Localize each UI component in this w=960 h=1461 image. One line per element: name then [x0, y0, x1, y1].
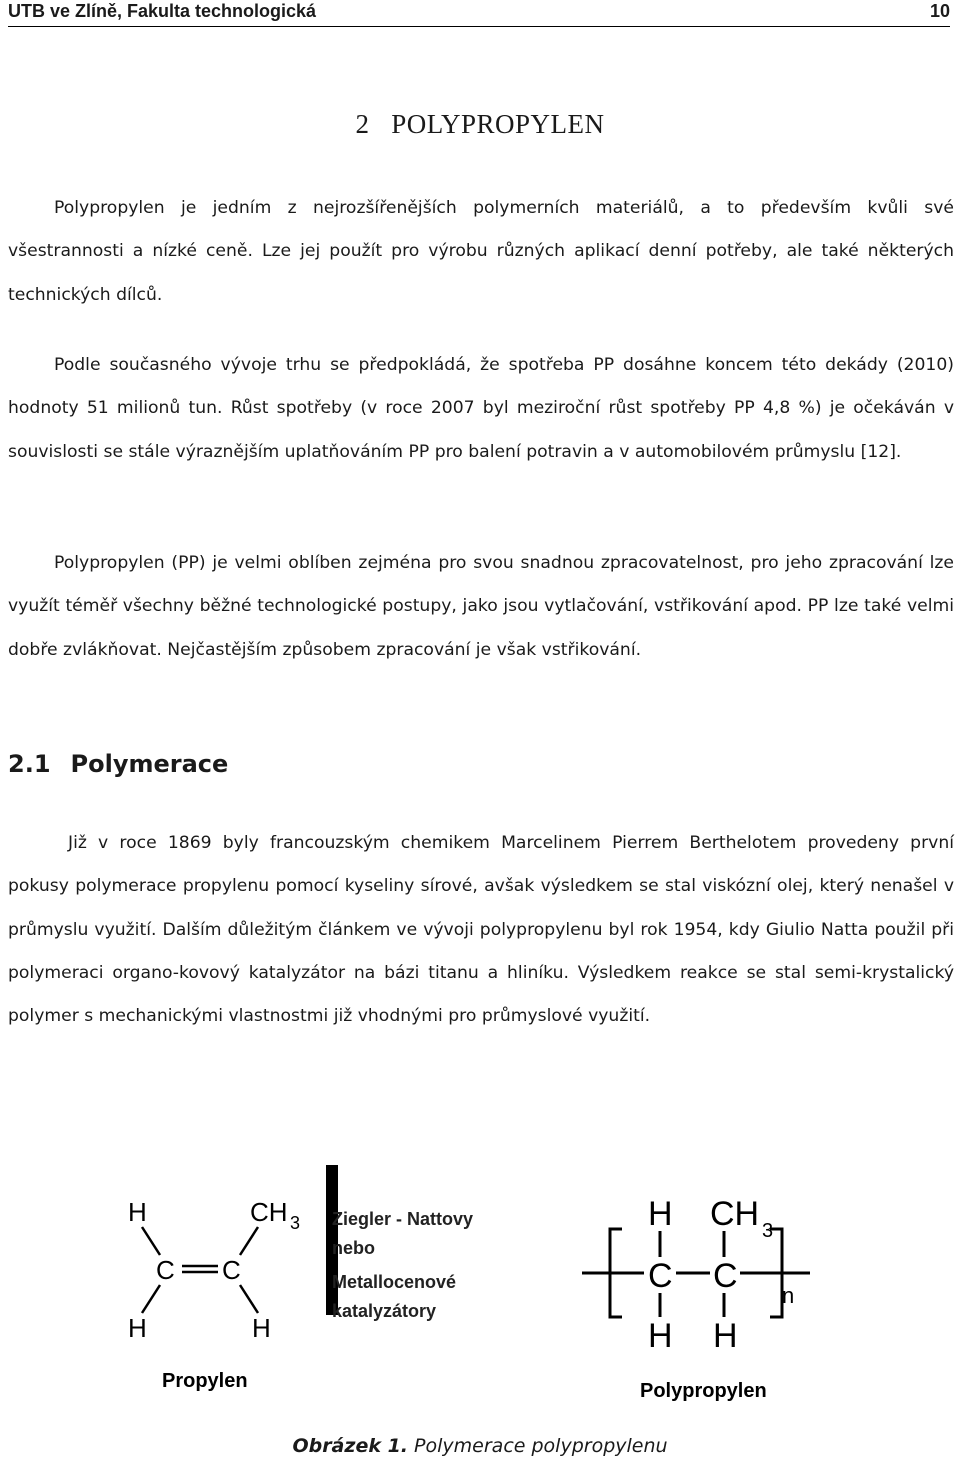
bond	[240, 1227, 258, 1255]
figure-caption	[0, 1435, 960, 1457]
section-title: Polymerace	[70, 750, 229, 778]
paragraph-1-text: Polypropylen je jedním z nejrozšířenějších polymerních materiálů, a to především kvůli své všestrannosti a nízké ceně. Lze jej použít pro výrobu různých aplikací denní potřeby, ale také některých technických dílců.	[8, 198, 954, 305]
paragraph-3	[8, 542, 954, 672]
section-paragraph-text: Již v roce 1869 byly francouzským chemikem Marcelinem Pierrem Berthelotem provedeny první pokusy polymerace propylenu pomocí kyseliny sírové, avšak výsledkem se stal viskózní olej, který nenašel v průmyslu využití. Dalším důležitým článkem ve vývoji polypropylenu byl rok 1954, kdy Giulio Natta použil při polymeraci organo-kovový katalyzátor na bázi titanu a hliníku. Výsledkem reakce se stal semi-krystalický polymer s mechanickými vlastnostmi již vhodnými pro průmyslové využití.	[8, 833, 954, 1027]
subscript-n: n	[782, 1283, 795, 1308]
running-header	[8, 0, 950, 27]
atom-h: H	[252, 1313, 271, 1343]
catalyst-line-2: nebo	[332, 1238, 375, 1258]
atom-c: C	[222, 1255, 241, 1285]
group-ch: CH	[250, 1197, 288, 1227]
subscript-3: 3	[762, 1220, 774, 1242]
paragraph-2-text: Podle současného vývoje trhu se předpokládá, že spotřeba PP dosáhne koncem této dekády (2010) hodnoty 51 milionů tun. Růst spotřeby (v roce 2007 byl meziroční růst spotřeby PP 4,8 %) je očekáván v souvislosti se stále výraznějším uplatňováním PP pro balení potravin a v automobilovém průmyslu [12].	[8, 355, 954, 462]
reaction-scheme	[110, 1165, 960, 1405]
atom-h: H	[648, 1195, 673, 1233]
catalyst-line-3: Metallocenové	[332, 1272, 457, 1292]
atom-h: H	[713, 1317, 738, 1355]
propylene-label: Propylen	[162, 1370, 248, 1392]
atom-c: C	[156, 1255, 175, 1285]
section-number: 2.1	[8, 750, 51, 778]
polypropylene-structure	[582, 1195, 810, 1402]
atom-c: C	[648, 1257, 673, 1295]
atom-c: C	[713, 1257, 738, 1295]
header-institution: UTB ve Zlíně, Fakulta technologická	[8, 1, 317, 21]
caption-label: Obrázek 1.	[292, 1435, 409, 1457]
propylene-structure	[128, 1197, 300, 1392]
bond	[240, 1285, 258, 1313]
atom-h: H	[648, 1317, 673, 1355]
group-ch: CH	[710, 1195, 760, 1233]
polymerization-figure	[110, 1165, 960, 1405]
bond	[142, 1285, 160, 1313]
polypropylene-label: Polypropylen	[640, 1380, 767, 1402]
catalyst-line-1: Ziegler - Nattovy	[332, 1209, 474, 1229]
atom-h: H	[128, 1197, 147, 1227]
atom-h: H	[128, 1313, 147, 1343]
reaction-arrow	[326, 1165, 473, 1321]
chapter-heading: 2 POLYPROPYLEN	[355, 109, 605, 139]
paragraph-2	[8, 344, 954, 474]
section-heading	[8, 750, 228, 778]
section-paragraph	[8, 822, 954, 1038]
paragraph-1	[8, 187, 954, 317]
header-page-number: 10	[929, 1, 950, 21]
caption-text: Polymerace polypropylenu	[408, 1435, 668, 1457]
subscript-3: 3	[290, 1213, 301, 1233]
paragraph-3-text: Polypropylen (PP) je velmi oblíben zejména pro svou snadnou zpracovatelnost, pro jeho zpracování lze využít téměř všechny běžné technologické postupy, jako jsou vytlačování, vstřikování apod. PP lze také velmi dobře zvlákňovat. Nejčastějším způsobem zpracování je však vstřikování.	[8, 553, 954, 660]
bond	[142, 1227, 160, 1255]
catalyst-line-4: katalyzátory	[332, 1301, 437, 1321]
